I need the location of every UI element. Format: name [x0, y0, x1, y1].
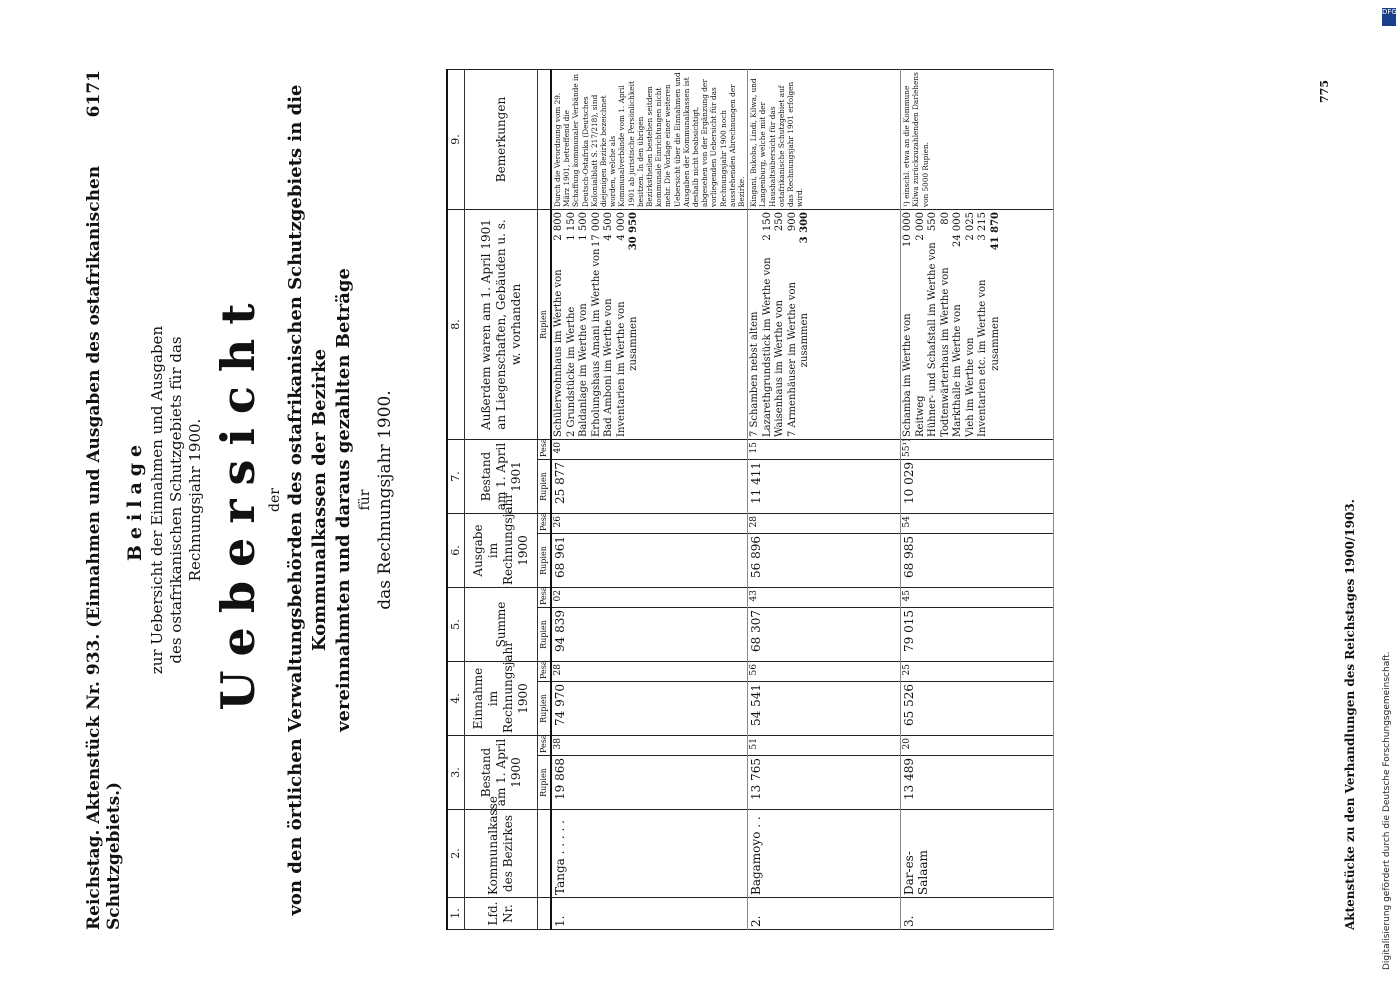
header-bemerkungen: Bemerkungen: [465, 70, 538, 210]
list-item: Inventarien etc. im Werthe von 3 215: [977, 212, 989, 437]
unit-pesa: Pesa: [538, 588, 552, 608]
summe-pesa: 45: [901, 588, 1054, 608]
list-item: Reitweg 2 000: [914, 212, 926, 437]
digitization-note-text: Digitalisierung gefördert durch die Deutsche Forschungsgemeinschaft.: [1382, 651, 1392, 970]
ausgabe-pesa: 26: [551, 514, 748, 534]
bestand-1900-pesa: 20: [901, 736, 1054, 756]
list-item: Todtenwärterhaus im Werthe von 80: [939, 212, 951, 437]
bestand-1901-pesa: 15: [748, 440, 901, 460]
bestand-1900-pesa: 51: [748, 736, 901, 756]
digitization-note: [1382, 30, 1396, 970]
unit-empty: [538, 70, 552, 210]
remark: Durch die Verordnung vom 29. März 1901, betreffend die Schaffung kommunaler Verbände in Deutsch-Ostafrika (Deutsches Kolonialblatt S. 217/218), sind diejenigen Bezirke bezeichnet worden, welche als Kommunalverbände vom 1. April 1901 ab juristische Persönlichkeit besitzen. In den übrigen Bezirkstheilen bestehen seitdem kommunale Einrichtungen nicht mehr. Die Vorlage einer weiteren Uebersicht über die Einnahmen und Ausgaben der Kommunalkassen ist deshalb nicht beabsichtigt, abgesehen von der Ergänzung der vorliegenden Uebersicht für das Rechnungsjahr 1900 noch ausstehenden Abrechnungen der Bezirke.: [551, 70, 748, 210]
list-item: Erholungshaus Amani im Werthe von 17 000: [590, 212, 602, 437]
bestand-1900-rupien: 13 765: [748, 756, 901, 810]
summe-pesa: 43: [748, 588, 901, 608]
ausgabe-pesa: 28: [748, 514, 901, 534]
einnahme-pesa: 56: [748, 662, 901, 682]
header-lfd-nr: Lfd. Nr.: [465, 898, 538, 930]
colnum-8: 8.: [447, 210, 465, 440]
ausgabe-pesa: 54: [901, 514, 1054, 534]
colnum-9: 9.: [447, 70, 465, 210]
list-item: Schamba im Werthe von 10 000: [902, 212, 914, 437]
bestand-1901-rupien: 10 029: [901, 460, 1054, 514]
summe-rupien: 94 839: [551, 608, 748, 662]
header-bestand-1901: Bestand am 1. April 1901: [465, 440, 538, 514]
ausgabe-rupien: 56 896: [748, 534, 901, 588]
header-liegenschaften: Außerdem waren am 1. April 1901 an Liegenschaften, Gebäuden u. s. w. vorhanden: [465, 210, 538, 440]
unit-rupien: Rupien: [538, 534, 552, 588]
colnum-4: 4.: [447, 662, 465, 736]
main-title-der: der: [267, 488, 283, 512]
document-page: [78, 70, 1378, 930]
list-total: zusammen 41 870: [989, 212, 1001, 371]
unit-rupien: Rupien: [538, 210, 552, 440]
header-text: Reichstag. Aktenstück Nr. 933. (Einnahmen und Ausgaben des ostafrikanischen Schutzgebiets.): [84, 165, 124, 930]
unit-empty: [538, 898, 552, 930]
main-subtitle-2: vereinnahmten und daraus gezahlten Beträge: [333, 268, 354, 732]
footer-text: Aktenstücke zu den Verhandlungen des Reichstages 1900/1903.: [1343, 499, 1357, 930]
list-item: Markthalle im Werthe von 24 000: [952, 212, 964, 437]
bestand-1901-rupien: 11 411: [748, 460, 901, 514]
unit-row: [538, 70, 552, 930]
bestand-1901-rupien: 25 877: [551, 460, 748, 514]
list-item: 7 Armenhäuser im Werthe von 900: [786, 212, 798, 437]
list-item: Vieh im Werthe von 2 025: [964, 212, 976, 437]
list-item: Baldanlage im Werthe von 1 500: [578, 212, 589, 437]
unit-rupien: Rupien: [538, 682, 552, 736]
list-item: Inventarien im Werthe von 4 000: [615, 212, 627, 437]
bestand-1901-pesa: 40: [551, 440, 748, 460]
row-nr: 1.: [551, 898, 748, 930]
main-title-fuer: für: [357, 489, 373, 511]
table-row: [748, 70, 901, 930]
colnum-6: 6.: [447, 514, 465, 588]
running-header: [78, 70, 124, 930]
list-item: Schülerwohnhaus im Werthe von 2 800: [553, 212, 564, 437]
unit-rupien: Rupien: [538, 608, 552, 662]
unit-pesa: Pesa: [538, 440, 552, 460]
colnum-5: 5.: [447, 588, 465, 662]
beilage-line-1: zur Uebersicht der Einnahmen und Ausgaben: [148, 325, 166, 675]
list-item: 7 Schamben nebst altem Lazarethgrundstück im Werthe von 2 150: [749, 212, 773, 437]
row-name: Tanga . . . . .: [551, 810, 748, 898]
bestand-1901-pesa: 55¹): [901, 440, 1054, 460]
list-item: Bad Amboni im Werthe von 4 500: [603, 212, 614, 437]
remark: Kingani, Bukoba, Lindi, Kilwa, und Langenburg, welche mit der Haushaltsübersicht für das ostafrikanische Schutzgebiet auf das Rechnungsjahr 1901 erfolgen wird.: [748, 70, 901, 210]
ausgabe-rupien: 68 985: [901, 534, 1054, 588]
beilage-line-3: Rechnungsjahr 1900.: [186, 418, 204, 582]
page-bottom-number: 775: [1318, 80, 1331, 103]
beilage-block: [118, 70, 205, 930]
row-nr: 3.: [901, 898, 1054, 930]
header-page-number: 6171: [84, 70, 104, 118]
main-subtitle-1: von den örtlichen Verwaltungsbehörden des ostafrikanischen Schutzgebiets in die Kommunalkassen der Bezirke: [285, 84, 330, 916]
summe-rupien: 79 015: [901, 608, 1054, 662]
unit-pesa: Pesa: [538, 736, 552, 756]
main-title: Uebersicht: [211, 289, 265, 711]
row-name: Bagamoyo . .: [748, 810, 901, 898]
property-list: [748, 210, 901, 440]
unit-rupien: Rupien: [538, 756, 552, 810]
unit-rupien: Rupien: [538, 460, 552, 514]
ausgabe-rupien: 68 961: [551, 534, 748, 588]
list-total: zusammen 30 950: [628, 212, 639, 371]
bestand-1900-rupien: 13 489: [901, 756, 1054, 810]
colnum-7: 7.: [447, 440, 465, 514]
row-name: Dar-es-Salaam: [901, 810, 1054, 898]
header-kommunalkasse: Kommunalkasse des Bezirkes: [465, 810, 538, 898]
header-bestand-1900: Bestand am 1. April 1900: [465, 736, 538, 810]
list-total: zusammen 3 300: [799, 212, 811, 368]
main-title-block: [210, 70, 396, 930]
table-row: [901, 70, 1054, 930]
list-item: Hühner- und Schafstall im Werthe von 550: [927, 212, 939, 437]
column-header-row: [465, 70, 538, 930]
remark: ¹) einschl. etwa an die Kommune Kilwa zurückzuzahlenden Darlehens von 5000 Rupien.: [901, 70, 1054, 210]
column-number-row: [447, 70, 465, 930]
header-einnahme: Einnahme im Rechnungsjahr 1900: [465, 662, 538, 736]
list-item: 2 Grundstücke im Werthe 1 150: [565, 212, 577, 437]
einnahme-pesa: 25: [901, 662, 1054, 682]
einnahme-pesa: 28: [551, 662, 748, 682]
header-ausgabe: Ausgabe im Rechnungsjahr 1900: [465, 514, 538, 588]
colnum-1: 1.: [447, 898, 465, 930]
beilage-line-2: des ostafrikanischen Schutzgebiets für das: [167, 336, 185, 664]
bestand-1900-rupien: 19 868: [551, 756, 748, 810]
row-nr: 2.: [748, 898, 901, 930]
unit-pesa: Pesa: [538, 662, 552, 682]
unit-pesa: Pesa: [538, 514, 552, 534]
colnum-2: 2.: [447, 810, 465, 898]
table-row: [551, 70, 748, 930]
colnum-3: 3.: [447, 736, 465, 810]
property-list: [901, 210, 1054, 440]
overview-table: [446, 69, 1054, 930]
einnahme-rupien: 65 526: [901, 682, 1054, 736]
einnahme-rupien: 54 541: [748, 682, 901, 736]
beilage-title: Beilage: [124, 438, 146, 562]
unit-empty: [538, 810, 552, 898]
dfg-logo: DFG: [1382, 8, 1396, 26]
summe-rupien: 68 307: [748, 608, 901, 662]
bestand-1900-pesa: 38: [551, 736, 748, 756]
main-title-year: das Rechnungsjahr 1900.: [375, 390, 395, 610]
summe-pesa: 02: [551, 588, 748, 608]
list-item: Waisenhaus im Werthe von 250: [774, 212, 786, 437]
einnahme-rupien: 74 970: [551, 682, 748, 736]
property-list: [551, 210, 748, 440]
header-summe: Summe: [465, 588, 538, 662]
